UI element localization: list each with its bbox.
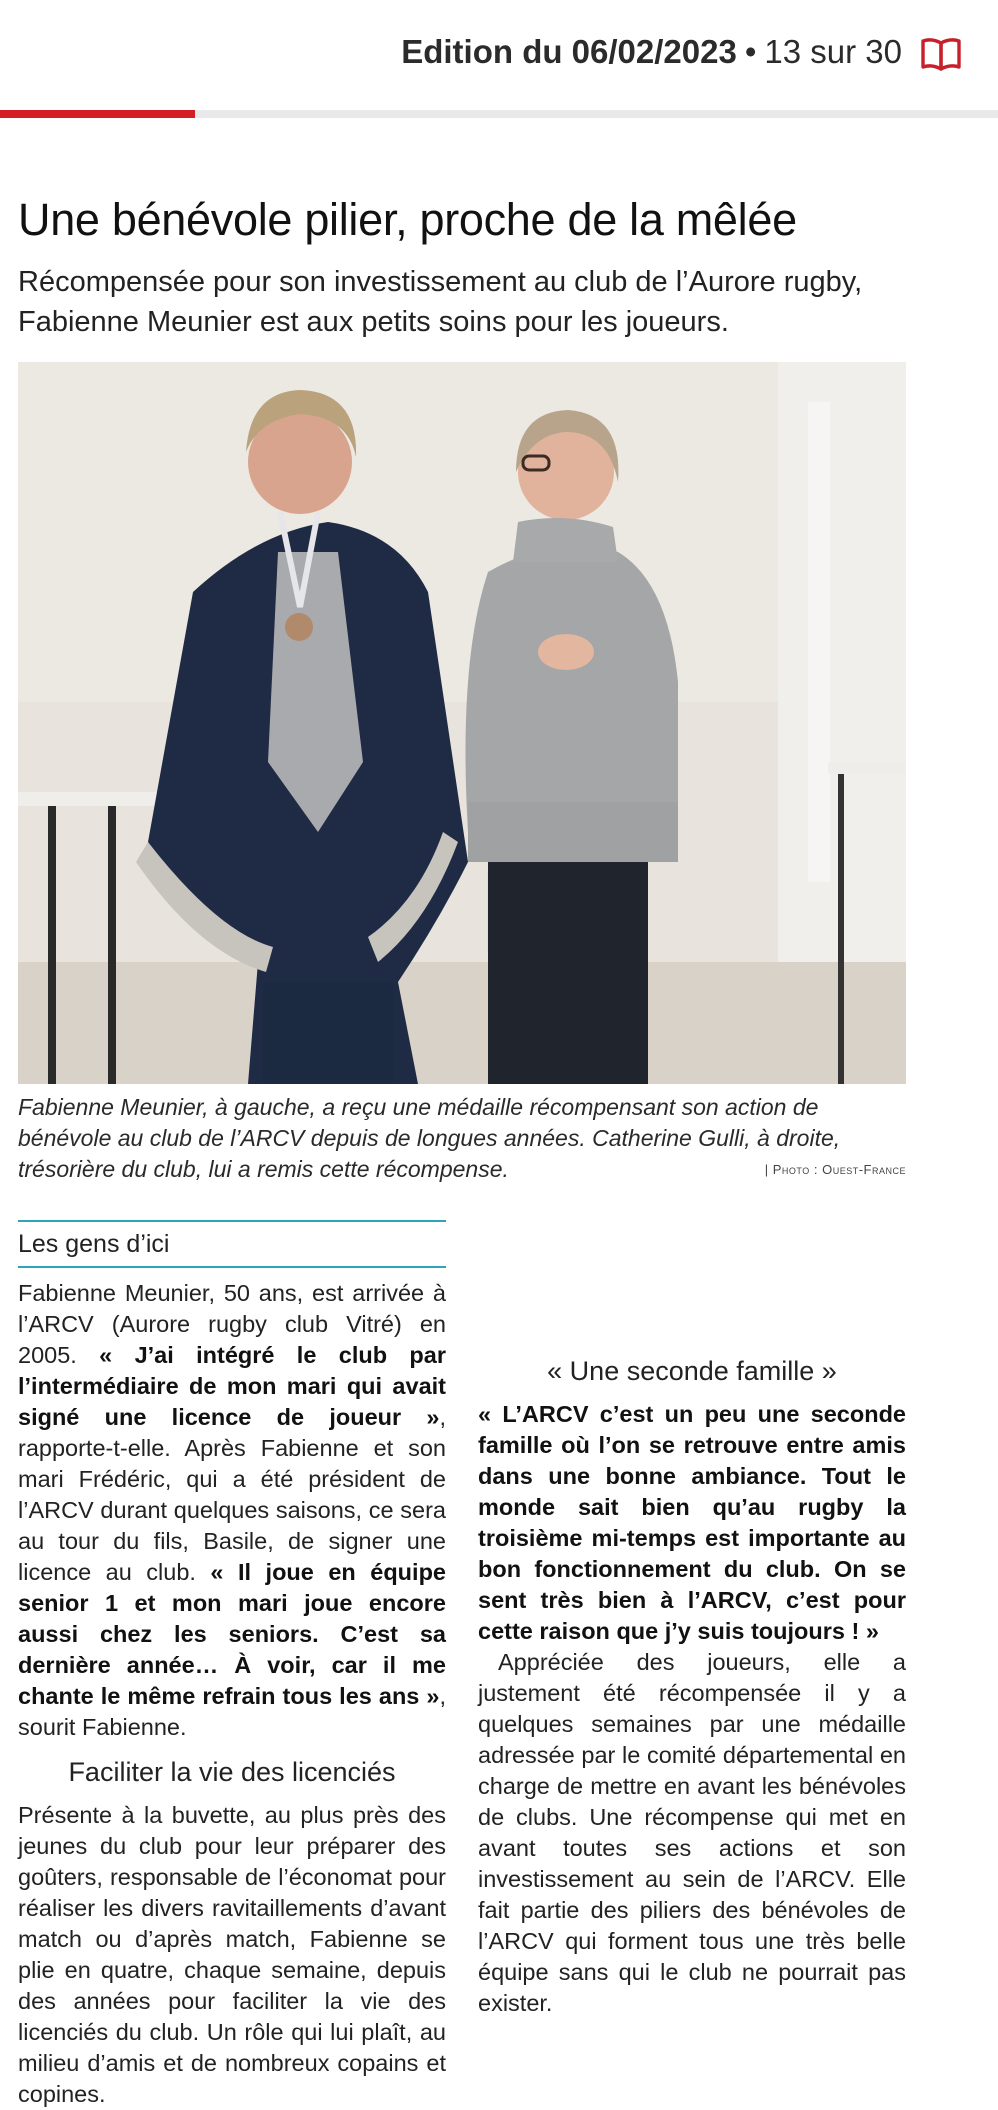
article-headline: Une bénévole pilier, proche de la mêlée	[18, 194, 797, 245]
separator: •	[744, 33, 757, 70]
article-photo[interactable]	[18, 362, 906, 1084]
reading-progress-bar	[0, 110, 998, 118]
edition-info	[401, 33, 902, 71]
paragraph-1	[18, 1278, 446, 1743]
photo-credit: | Photo : Ouest-France	[764, 1162, 906, 1177]
top-bar	[0, 0, 998, 112]
quote-1: « J’ai intégré le club par l’intermédiaire de mon mari qui avait signé une licence de joueur »	[18, 1342, 446, 1430]
rubric-label: Les gens d’ici	[18, 1220, 446, 1268]
reading-progress-fill	[0, 110, 195, 118]
article-subhead: Récompensée pour son investissement au club de l’Aurore rugby, Fabienne Meunier est aux petits soins pour les joueurs.	[18, 266, 863, 338]
section-subtitle-1: Faciliter la vie des licenciés	[68, 1757, 396, 1787]
book-icon[interactable]	[920, 36, 962, 72]
quote-2: « Il joue en équipe senior 1 et mon mari joue encore aussi chez les seniors. C’est sa dernière année… À voir, car il me chante le même refrain tous les ans »	[18, 1559, 446, 1709]
section-subtitle-2: « Une seconde famille »	[547, 1356, 837, 1386]
article-column-left	[18, 1220, 446, 2110]
photo-caption: Fabienne Meunier, à gauche, a reçu une médaille récompensant son action de bénévole au club de l’ARCV depuis de longues années. Catherine Gulli, à droite, trésorière du club, lui a remis cette récompense.	[18, 1094, 841, 1182]
page-position: 13 sur 30	[764, 33, 902, 70]
edition-label: Edition du 06/02/2023	[401, 33, 737, 70]
paragraph-2: Présente à la buvette, au plus près des jeunes du club pour leur préparer des goûters, responsable de l’économat pour réaliser les divers ravitaillements d’avant match ou d’après match, Fabienne se plie en quatre, chaque semaine, depuis des années pour faciliter la vie des licenciés du club. Un rôle qui lui plaît, au milieu d’amis et de nombreux copains et copines.	[18, 1802, 446, 2107]
paragraph-1-middle: , rapporte-t-elle. Après Fabienne et son mari Frédéric, qui a été président de l’ARCV durant quelques saisons, ce sera au tour du fils, Basile, de signer une licence au club.	[18, 1404, 446, 1585]
paragraph-1-end: , sourit Fabienne.	[18, 1683, 446, 1740]
paragraph-3-quote: « L’ARCV c’est un peu une seconde famille où l’on se retrouve entre amis dans une bonne ambiance. Tout le monde sait bien qu’au rugby la troisième mi-temps est importante au bon fonctionnement du club. On se sent très bien à l’ARCV, c’est pour cette raison que j’y suis toujours ! »	[478, 1401, 906, 1644]
paragraph-4: Appréciée des joueurs, elle a justement été récompensée il y a quelques semaines par une médaille adressée par le comité départemental en charge de mettre en avant les bénévoles de clubs. Une récompense qui met en avant toutes ses actions et son investissement au sein de l’ARCV. Elle fait partie des piliers des bénévoles de l’ARCV qui forment tous une très belle équipe sans qui le club ne pourrait pas exister.	[478, 1649, 906, 2016]
paragraph-1-intro: Fabienne Meunier, 50 ans, est arrivée à l’ARCV (Aurore rugby club Vitré) en 2005.	[18, 1280, 446, 1368]
article-column-right	[478, 1214, 906, 2019]
